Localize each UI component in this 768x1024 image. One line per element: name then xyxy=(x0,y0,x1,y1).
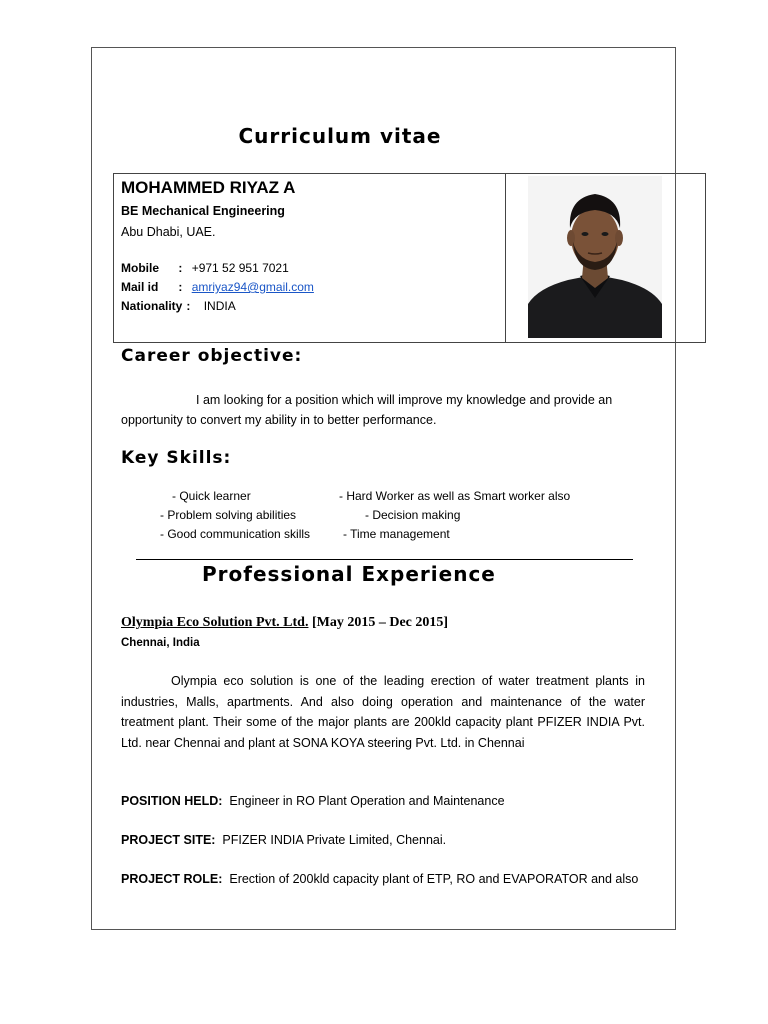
skill-item: - Problem solving abilities xyxy=(160,508,297,522)
company-description: Olympia eco solution is one of the leading erection of water treatment plants in industries, Malls, apartments. And also doing operation and maintenance of the water treatment plant. Their some of the major plants are 200kld capacity plant PFIZER INDIA Pvt. Ltd. near Chennai and plant at SONA KOYA steering Pvt. Ltd. in Chennai xyxy=(121,674,645,750)
contact-mobile xyxy=(121,261,289,275)
contact-separator: : xyxy=(186,299,191,313)
contact-label: Mobile xyxy=(121,261,159,275)
candidate-degree: BE Mechanical Engineering xyxy=(121,204,285,218)
field-label: PROJECT SITE: xyxy=(121,833,216,847)
candidate-location: Abu Dhabi, UAE. xyxy=(121,225,216,239)
skill-item: - Time management xyxy=(343,527,450,541)
employment-period: [May 2015 – Dec 2015] xyxy=(311,615,449,630)
project-role-row xyxy=(121,872,638,886)
career-objective-text: I am looking for a position which will improve my knowledge and provide an opportunity to convert my ability in to better performance. xyxy=(121,393,613,427)
candidate-name: MOHAMMED RIYAZ A xyxy=(121,178,296,197)
key-skills-heading: Key Skills: xyxy=(121,448,232,468)
company-city: Chennai, India xyxy=(121,637,200,649)
project-site-row xyxy=(121,833,446,847)
company-line xyxy=(121,615,448,631)
document-title: Curriculum vitae xyxy=(238,124,442,148)
skill-item: - Hard Worker as well as Smart worker also xyxy=(339,489,571,503)
field-label: PROJECT ROLE: xyxy=(121,872,223,886)
skill-item: - Quick learner xyxy=(172,489,251,503)
field-value: Engineer in RO Plant Operation and Maintenance xyxy=(229,794,505,808)
header-info-box xyxy=(113,173,505,343)
contact-label: Mail id xyxy=(121,280,159,294)
company-name: Olympia Eco Solution Pvt. Ltd. xyxy=(121,615,309,630)
nationality-value: INDIA xyxy=(203,299,236,313)
email-link[interactable]: amriyaz94@gmail.com xyxy=(191,280,314,294)
contact-separator: : xyxy=(178,261,183,275)
skill-item: - Decision making xyxy=(365,508,461,522)
contact-label: Nationality xyxy=(121,299,183,313)
field-value: Erection of 200kld capacity plant of ETP, RO and EVAPORATOR and also xyxy=(229,872,639,886)
contact-mail xyxy=(121,280,314,294)
professional-experience-heading: Professional Experience xyxy=(202,562,496,586)
profile-photo xyxy=(528,176,662,338)
field-value: PFIZER INDIA Private Limited, Chennai. xyxy=(222,833,447,847)
career-objective-heading: Career objective: xyxy=(121,346,303,366)
position-held-row xyxy=(121,794,505,808)
field-label: POSITION HELD: xyxy=(121,794,223,808)
mobile-number: +971 52 951 7021 xyxy=(191,261,289,275)
section-divider xyxy=(136,559,633,560)
contact-nationality xyxy=(121,299,236,313)
skill-item: - Good communication skills xyxy=(160,527,311,541)
contact-separator: : xyxy=(178,280,183,294)
